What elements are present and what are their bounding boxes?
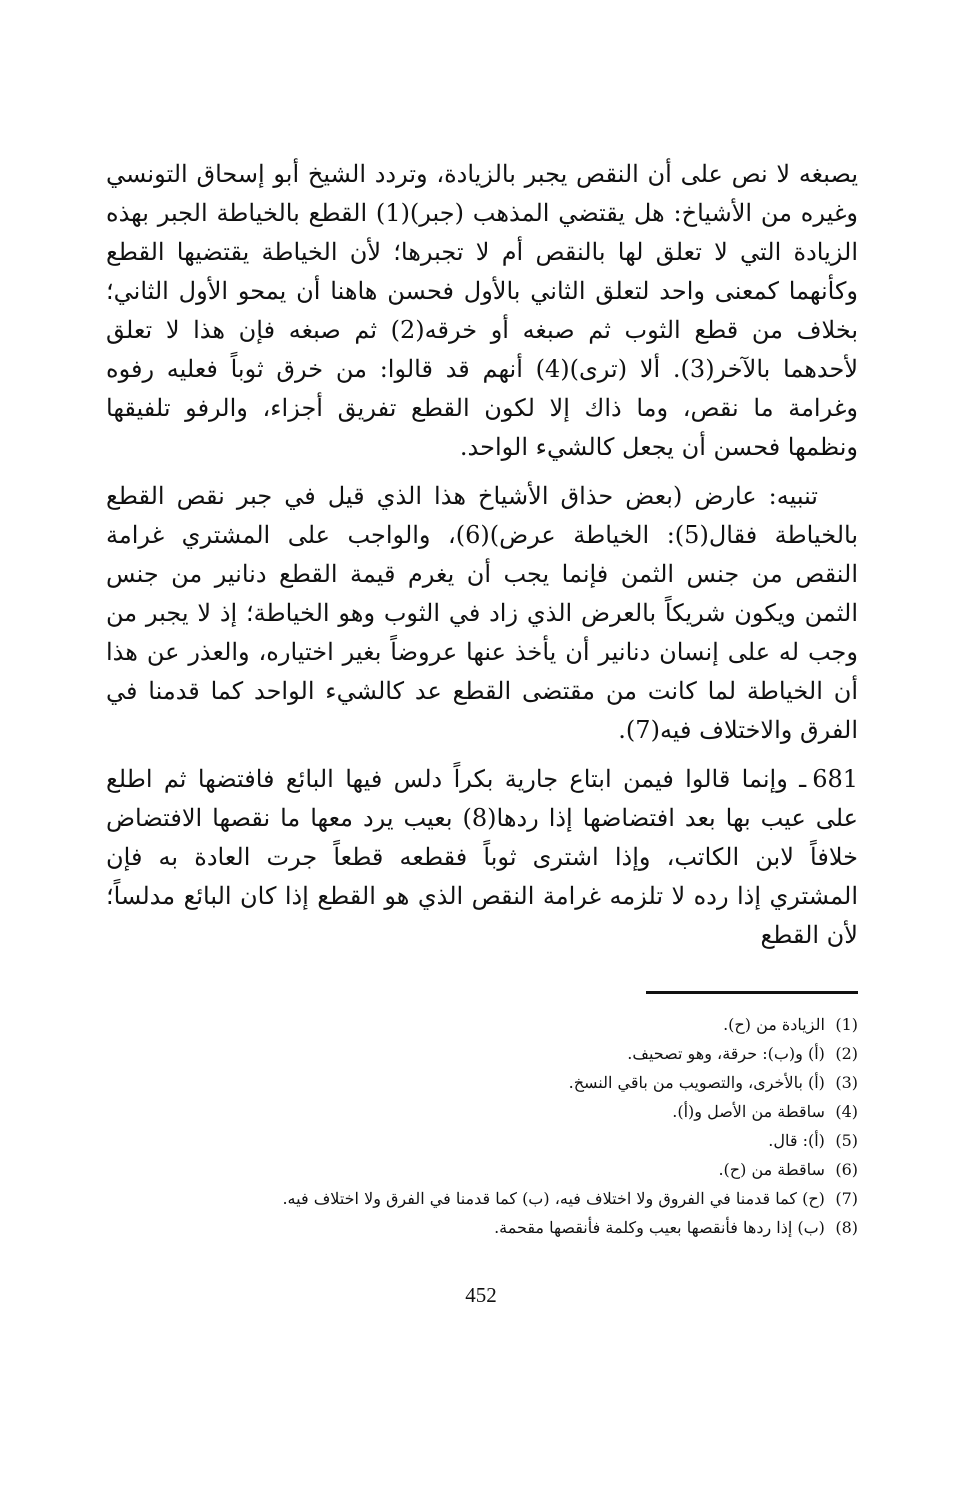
footnote-text: ساقطة من (ح). [718,1160,825,1179]
footnote-text: (أ): قال. [768,1131,825,1150]
footnote-number: (3) [835,1073,858,1092]
footnote-separator [646,991,858,994]
footnote-item [106,1184,858,1213]
footnote-item [106,1155,858,1184]
issue-number: 681 [812,765,858,793]
footnote-item [106,1213,858,1242]
paragraph-2-note: تنبيه: عارض (بعض حذاق الأشياخ هذا الذي قيل في جبر نقص القطع بالخياطة فقال(5): الخياطة عرض)(6)، والواجب على المشتري غرامة النقص من جنس الثمن فإنما يجب أن يغرم قيمة القطع دنانير من جنس الثمن ويكون شريكاً بالعرض الذي زاد في الثوب وهو الخياطة؛ إذ لا يجبر من وجب له على إنسان دنانير أن يأخذ عنها عروضاً بغير اختياره، والعذر عن هذا أن الخياطة لما كانت من مقتضى القطع عد كالشيء الواحد كما قدمنا في الفرق والاختلاف فيه(7). [106,482,858,744]
footnote-item [106,1068,858,1097]
footnote-item [106,1039,858,1068]
footnote-number: (8) [835,1218,858,1237]
paragraph-1: يصبغه لا نص على أن النقص يجبر بالزيادة، وتردد الشيخ أبو إسحاق التونسي وغيره من الأشياخ: هل يقتضي المذهب (جبر)(1) القطع بالخياطة الجبر بهذه الزيادة التي لا تعلق لها بالنقص أم لا تجبرها؛ لأن الخياطة يقتضيها القطع وكأنهما كمعنى واحد لتعلق الثاني بالأول فحسن هاهنا أن يمحو الأول الثاني؛ بخلاف من قطع الثوب ثم صبغه أو خرقه(2) ثم صبغه فإن هذا لا تعلق لأحدهما بالآخر(3). ألا (ترى)(4) أنهم قد قالوا: من خرق ثوباً فعليه رفوه وغرامة ما نقص، وما ذاك إلا لكون القطع تفريق أجزاء، والرفو تلفيقها ونظمها فحسن أن يجعل كالشيء الواحد. [106,160,859,461]
footnote-item [106,1126,858,1155]
footnote-text: الزيادة من (ح). [723,1015,825,1034]
footnote-number: (5) [835,1131,858,1150]
footnote-text: ساقطة من الأصل و(أ). [672,1102,825,1121]
issue-text: ـ وإنما قالوا فيمن ابتاع جارية بكراً دلس فيها البائع فافتضها ثم اطلع على عيب بها بعد افتضاضها إذا ردها(8) بعيب يرد معها ما نقصها الافتضاض خلافاً لابن الكاتب، وإذا اشترى ثوباً فقطعه قطعاً جرت العادة به فإن المشتري إذا رده لا تلزمه غرامة النقص الذي هو القطع إذا كان البائع مدلساً؛ لأن القطع [106,765,858,949]
footnote-item [106,1010,858,1039]
main-text [106,155,858,955]
footnote-text: (ب) إذا ردها فأنقصها بعيب وكلمة فأنقصها مقحمة. [494,1218,825,1237]
footnote-number: (6) [835,1160,858,1179]
footnote-number: (7) [835,1189,858,1208]
paragraph-3-issue [106,760,858,955]
footnote-text: (ح) كما قدمنا في الفروق ولا اختلاف فيه، (ب) كما قدمنا في الفرق ولا اختلاف فيه. [282,1189,825,1208]
footnote-text: (أ) بالأخرى، والتصويب من باقي النسخ. [568,1073,825,1092]
footnote-number: (2) [835,1044,858,1063]
page-number: 452 [465,1283,497,1307]
footnote-text: (أ) و(ب): حرقة، وهو تصحيف. [627,1044,825,1063]
footnote-number: (4) [835,1102,858,1121]
footnote-item [106,1097,858,1126]
footnotes [106,1010,858,1242]
footnote-number: (1) [835,1015,858,1034]
